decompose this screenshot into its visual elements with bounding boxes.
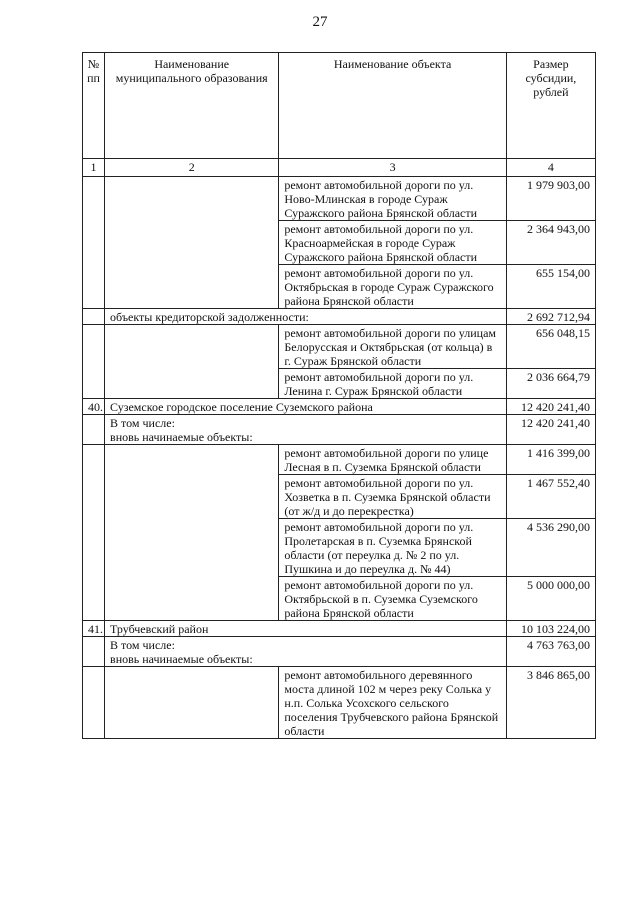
debt-subheader-row [83,309,596,325]
section-amount: 10 103 224,00 [506,621,595,637]
col-number-3: 3 [279,159,506,177]
section-number: 40. [83,399,105,415]
including-label: В том числе: [110,638,175,652]
object-name: ремонт автомобильной дороги по улицам Белорусская и Октябрьская (от кольца) в г. Сураж Брянской области [279,325,506,369]
subsidy-amount: 1 979 903,00 [506,177,595,221]
section-row [83,399,596,415]
table-row [83,667,596,739]
header-col-municipality: Наименование муниципального образования [105,53,279,159]
subsidy-amount: 656 048,15 [506,325,595,369]
col-number-2: 2 [105,159,279,177]
object-name: ремонт автомобильного деревянного моста длиной 102 м через реку Солька у н.п. Солька Усохского сельского поселения Трубчевского района Брянской области [279,667,506,739]
object-name: ремонт автомобильной дороги по ул. Ново-Млинская в городе Сураж Суражского района Брянской области [279,177,506,221]
subsidy-amount: 1 467 552,40 [506,475,595,519]
table-row [83,445,596,475]
object-name: ремонт автомобильной дороги по ул. Октябрьская в городе Сураж Суражского района Брянской области [279,265,506,309]
subsidy-amount: 2 036 664,79 [506,369,595,399]
subsidy-amount: 2 364 943,00 [506,221,595,265]
object-name: ремонт автомобильной дороги по ул. Красноармейская в городе Сураж Суражского района Брянской области [279,221,506,265]
section-name: Трубчевский район [105,621,507,637]
object-name: ремонт автомобильной дороги по ул. Октябрьской в п. Суземка Суземского района Брянской области [279,577,506,621]
subsidy-amount: 5 000 000,00 [506,577,595,621]
subheader-row [83,637,596,667]
object-name: ремонт автомобильной дороги по ул. Пролетарская в п. Суземка Брянской области (от переулка д. № 2 по ул. Пушкина и до переулка д. № 44) [279,519,506,577]
including-amount: 4 763 763,00 [506,637,595,667]
header-col-amount: Размер субсидии, рублей [506,53,595,159]
subsidy-amount: 3 846 865,00 [506,667,595,739]
object-name: ремонт автомобильной дороги по ул. Хозветка в п. Суземка Брянской области (от ж/д и до перекрестка) [279,475,506,519]
object-name: ремонт автомобильной дороги по ул. Ленина г. Сураж Брянской области [279,369,506,399]
header-col-object: Наименование объекта [279,53,506,159]
table-header-row [83,53,596,159]
table-row [83,325,596,369]
debt-amount: 2 692 712,94 [506,309,595,325]
section-row [83,621,596,637]
subsidy-amount: 655 154,00 [506,265,595,309]
new-objects-label: вновь начинаемые объекты: [110,430,253,444]
including-amount: 12 420 241,40 [506,415,595,445]
object-name: ремонт автомобильной дороги по улице Лесная в п. Суземка Брянской области [279,445,506,475]
section-number: 41. [83,621,105,637]
page-number: 27 [312,14,328,30]
new-objects-label: вновь начинаемые объекты: [110,652,253,666]
column-numbers-row [83,159,596,177]
section-amount: 12 420 241,40 [506,399,595,415]
subsidy-amount: 4 536 290,00 [506,519,595,577]
subsidy-amount: 1 416 399,00 [506,445,595,475]
table-row [83,177,596,221]
col-number-1: 1 [83,159,105,177]
subheader-row [83,415,596,445]
section-name: Суземское городское поселение Суземского района [105,399,507,415]
col-number-4: 4 [506,159,595,177]
subsidy-table [82,52,596,739]
header-col-number: № пп [83,53,105,159]
debt-label: объекты кредиторской задолженности: [105,309,507,325]
including-label: В том числе: [110,416,175,430]
